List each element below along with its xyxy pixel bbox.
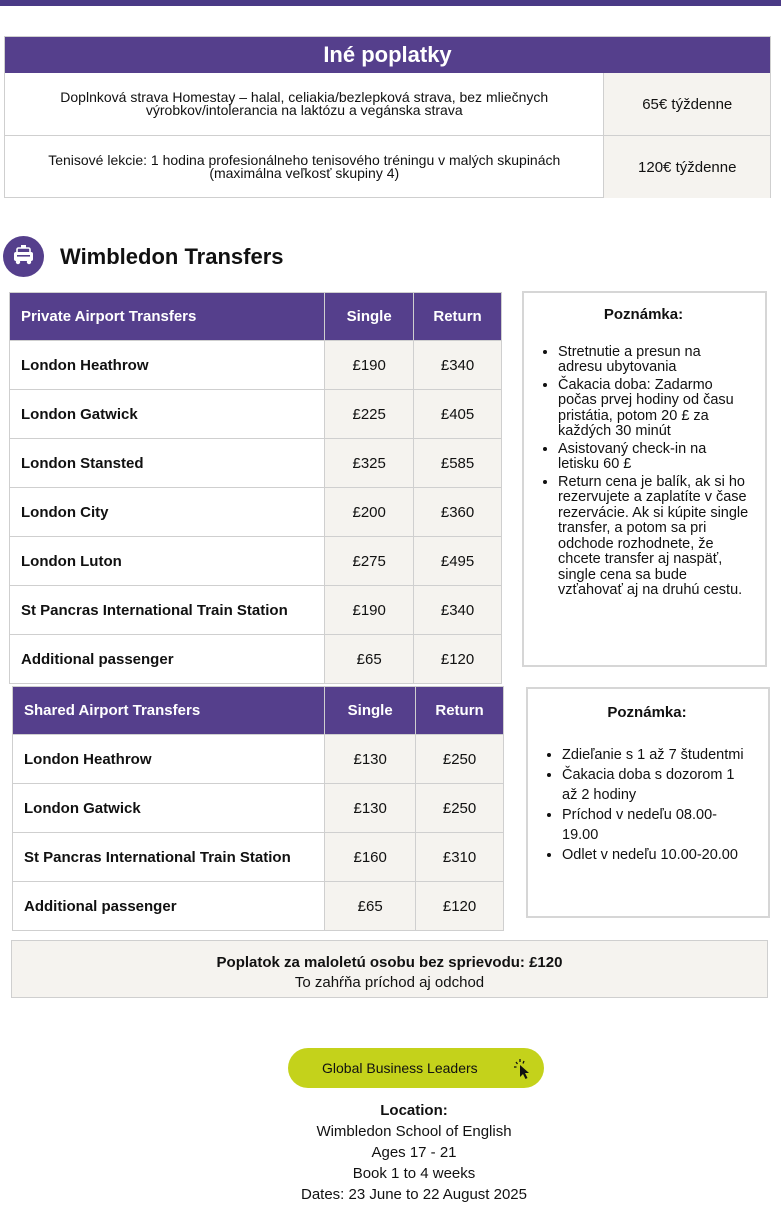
other-fees-table <box>4 36 771 198</box>
note-item: • Return cena je balík, ak si ho rezervujete a zaplatíte v čase rezervácie. Ak si kúpite single transfer, a potom sa pri odchode rozhodnete, že chcete transfer aj naspäť, single cena sa bude vzťahovať aj na druhú cestu. <box>558 475 749 599</box>
return-price: £585 <box>414 439 502 488</box>
ages: Ages 17 - 21 <box>371 1144 457 1161</box>
global-business-leaders-button[interactable] <box>288 1048 544 1088</box>
single-price: £325 <box>325 439 414 488</box>
fee-price: 65€ týždenne <box>603 73 770 135</box>
single-price: £190 <box>325 586 414 635</box>
route-name: London Luton <box>10 537 325 586</box>
note-item: • Stretnutie a presun na adresu ubytovania <box>558 345 749 376</box>
route-name: Additional passenger <box>10 635 325 684</box>
return-column-header: Return <box>416 687 504 735</box>
fee-description: Doplnková strava Homestay – halal, celiakia/bezlepková strava, bez mliečnych výrobkov/intolerancia na laktózu a vegánska strava <box>60 89 549 118</box>
single-price: £225 <box>325 390 414 439</box>
single-price: £190 <box>325 341 414 390</box>
private-note-box <box>522 291 767 667</box>
top-rule <box>0 0 781 6</box>
shared-header: Shared Airport Transfers <box>13 687 325 735</box>
return-price: £340 <box>414 586 502 635</box>
note-title: Poznámka: <box>603 306 684 323</box>
dates: Dates: 23 June to 22 August 2025 <box>300 1186 527 1203</box>
return-price: £120 <box>414 635 502 684</box>
single-column-header: Single <box>325 687 416 735</box>
route-name: London Heathrow <box>10 341 325 390</box>
fee-price: 120€ týždenne <box>603 136 770 198</box>
taxi-icon <box>3 236 44 277</box>
note-item: • Čakacia doba: Zadarmo počas prvej hodiny od času pristátia, potom 20 £ za každých 30 minút <box>558 378 749 440</box>
private-header: Private Airport Transfers <box>10 293 325 341</box>
shared-transfers-table <box>12 686 504 931</box>
route-name: London Stansted <box>10 439 325 488</box>
booking-length: Book 1 to 4 weeks <box>352 1165 476 1182</box>
fee-description: Tenisové lekcie: 1 hodina profesionálneho tenisového tréningu v malých skupinách (maximálna veľkosť skupiny 4) <box>48 152 561 181</box>
note-item: • Asistovaný check-in na letisku 60 £ <box>558 442 749 473</box>
table-row <box>10 488 502 537</box>
table-row <box>10 439 502 488</box>
note-item: • Príchod v nedeľu 08.00-19.00 <box>562 805 752 845</box>
return-price: £495 <box>414 537 502 586</box>
return-price: £250 <box>416 784 504 833</box>
return-price: £310 <box>416 833 504 882</box>
cursor-click-icon <box>511 1058 533 1080</box>
note-list <box>538 345 749 599</box>
minor-fee-title: Poplatok za maloletú osobu bez sprievodu: £120 <box>216 954 563 971</box>
other-fees-title: Iné poplatky <box>5 37 770 73</box>
single-price: £130 <box>325 784 416 833</box>
route-name: London City <box>10 488 325 537</box>
note-item: • Zdieľanie s 1 až 7 študentmi <box>562 745 752 765</box>
single-price: £200 <box>325 488 414 537</box>
return-price: £120 <box>416 882 504 931</box>
note-item: • Odlet v nedeľu 10.00-20.00 <box>562 845 752 865</box>
table-row <box>10 537 502 586</box>
table-row <box>10 390 502 439</box>
return-price: £360 <box>414 488 502 537</box>
shared-note-box <box>526 687 770 918</box>
location-block <box>0 1100 781 1205</box>
program-button-label: Global Business Leaders <box>322 1060 478 1076</box>
table-row <box>13 784 504 833</box>
school-name: Wimbledon School of English <box>316 1123 512 1140</box>
location-label: Location: <box>380 1102 448 1119</box>
return-price: £250 <box>416 735 504 784</box>
single-price: £130 <box>325 735 416 784</box>
unaccompanied-minor-fee <box>11 940 768 998</box>
route-name: London Heathrow <box>13 735 325 784</box>
section-title: Wimbledon Transfers <box>60 244 284 269</box>
return-column-header: Return <box>414 293 502 341</box>
note-item: • Čakacia doba s dozorom 1 až 2 hodiny <box>562 765 752 805</box>
single-price: £65 <box>325 635 414 684</box>
single-price: £160 <box>325 833 416 882</box>
route-name: St Pancras International Train Station <box>13 833 325 882</box>
fee-row <box>5 73 770 135</box>
route-name: St Pancras International Train Station <box>10 586 325 635</box>
table-row <box>10 341 502 390</box>
single-price: £275 <box>325 537 414 586</box>
return-price: £405 <box>414 390 502 439</box>
route-name: London Gatwick <box>10 390 325 439</box>
note-list <box>542 745 752 865</box>
fee-row <box>5 135 770 198</box>
table-row <box>10 586 502 635</box>
note-title: Poznámka: <box>607 704 687 721</box>
table-row <box>13 833 504 882</box>
return-price: £340 <box>414 341 502 390</box>
minor-fee-subtitle: To zahŕňa príchod aj odchod <box>294 974 485 991</box>
table-row <box>13 882 504 931</box>
table-row <box>13 735 504 784</box>
route-name: Additional passenger <box>13 882 325 931</box>
private-transfers-table <box>9 292 502 684</box>
table-row <box>10 635 502 684</box>
route-name: London Gatwick <box>13 784 325 833</box>
single-column-header: Single <box>325 293 414 341</box>
single-price: £65 <box>325 882 416 931</box>
